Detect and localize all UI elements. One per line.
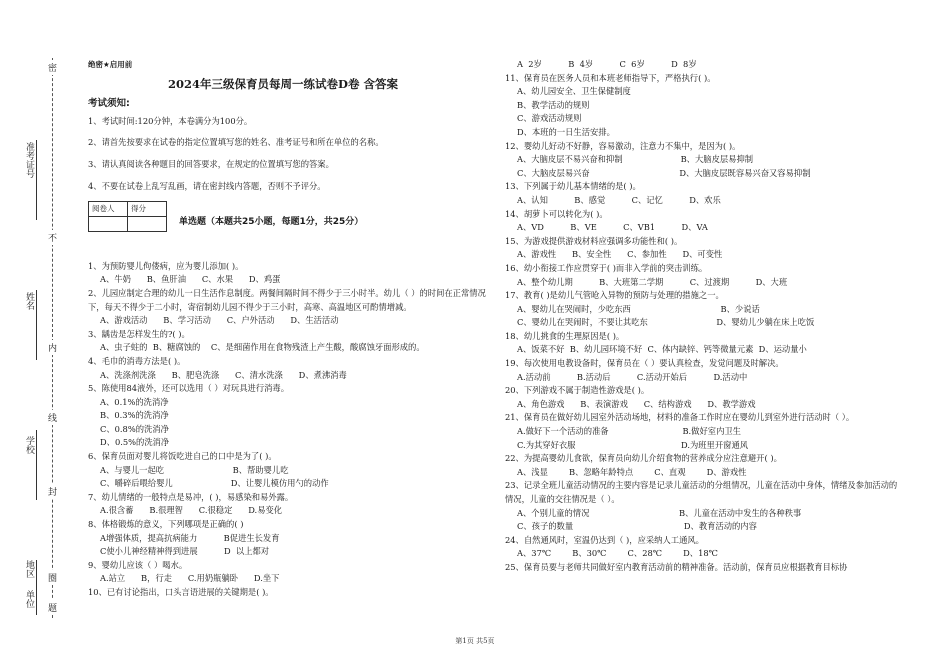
answer-options: C、大脑皮层易兴奋 D、大脑皮层既容易兴奋又容易抑制 bbox=[517, 167, 811, 178]
field-line bbox=[36, 290, 37, 360]
field-label-region: 地区 bbox=[24, 560, 34, 578]
question-text: 9、婴幼儿应该（ ）喝水。 bbox=[88, 559, 188, 570]
binding-margin bbox=[0, 0, 80, 671]
field-label-name: 姓名 bbox=[24, 292, 34, 310]
answer-options: A、整个幼儿期 B、大班第二学期 C、过渡期 D、大班 bbox=[517, 276, 788, 287]
answer-options: C使小儿神经精神得到进展 D 以上都对 bbox=[100, 546, 270, 557]
answer-options: B、0.3%的洗消净 bbox=[100, 410, 169, 421]
answer-options: A、认知 B、感觉 C、记忆 D、欢乐 bbox=[517, 194, 721, 205]
answer-options: A、洗涤剂洗涤 B、肥皂洗涤 C、清水洗涤 D、煮沸消毒 bbox=[100, 369, 347, 380]
answer-options: A、与婴儿一起吃 B、帮助婴儿吃 bbox=[100, 464, 289, 475]
answer-options: A、虫子蛀的 B、糖腐蚀的 C、是细菌作用在食物残渣上产生酸，酸腐蚀牙面形成的。 bbox=[100, 342, 425, 353]
answer-options: A.很含蓄 B.很理智 C.很稳定 D.易变化 bbox=[100, 505, 283, 516]
right-column bbox=[505, 58, 905, 575]
seal-char: 封 bbox=[48, 484, 57, 499]
page-footer: 第1页 共5页 bbox=[455, 637, 495, 645]
answer-options: C、孩子的数量 D、教育活动的内容 bbox=[517, 521, 757, 532]
question-item bbox=[505, 140, 905, 181]
field-label-exam-number: 准考证号 bbox=[24, 142, 34, 178]
question-item bbox=[505, 561, 905, 575]
question-item bbox=[505, 479, 905, 533]
reviewer-label: 阅卷人 bbox=[89, 202, 128, 217]
question-text: 4、毛巾的消毒方法是( )。 bbox=[88, 355, 186, 366]
seal-char: 题 bbox=[48, 600, 57, 615]
answer-options: C、游戏活动规则 bbox=[517, 113, 582, 124]
question-text: 3、龋齿是怎样发生的?( )。 bbox=[88, 328, 190, 339]
answer-options: A、游戏活动 B、学习活动 C、户外活动 D、生活活动 bbox=[100, 315, 339, 326]
field-label-unit: 单位 bbox=[24, 590, 34, 608]
question-item bbox=[505, 452, 905, 479]
seal-char: 密 bbox=[48, 60, 57, 75]
question-item bbox=[505, 289, 905, 330]
question-text: 20、下列游戏不属于制造性游戏是( )。 bbox=[505, 385, 650, 396]
notice-item: 1、考试时间:120分钟，本卷满分为100分。 bbox=[88, 115, 253, 126]
question-item bbox=[88, 450, 488, 491]
answer-options: A、牛奶 B、鱼肝油 C、水果 D、鸡蛋 bbox=[100, 274, 281, 285]
answer-options: A增强体质，提高抗病能力 B促进生长发育 bbox=[100, 532, 280, 543]
question-text: 18、幼儿挑食的生理原因是( )。 bbox=[505, 330, 625, 341]
question-text: 8、体格锻炼的意义，下列哪项是正确的( ) bbox=[88, 519, 244, 530]
page-title: 2024年三级保育员每周一练试卷D卷 含答案 bbox=[168, 76, 398, 91]
left-column bbox=[88, 58, 488, 600]
notice-item: 3、请认真阅读各种题目的回答要求，在规定的位置填写您的答案。 bbox=[88, 158, 334, 169]
question-text: 11、保育员在医务人员和本班老师指导下，严格执行( )。 bbox=[505, 72, 716, 83]
question-item bbox=[505, 411, 905, 452]
question-text: 2、儿园应制定合理的幼儿一日生活作息制度。两餐间隔时间不得少于三小时半。幼儿（ ）的时间在正常情况下，每天不得少于二小时，寄宿制幼儿园不得少于三小时，高寒、高温地区可酌情增减。 bbox=[88, 287, 486, 312]
seal-char: 线 bbox=[48, 410, 57, 425]
question-text: 5、陈使用84液外，还可以选用（ ）对玩具进行消毒。 bbox=[88, 383, 290, 394]
question-text: 19、每次使用电教设备时，保育员在（ ）要认真检查，发觉问题及时解决。 bbox=[505, 358, 784, 369]
answer-options: A、浅显 B、忽略年龄特点 C、直观 D、游戏性 bbox=[517, 466, 747, 477]
question-list bbox=[505, 58, 905, 575]
answer-options: C、嚼碎后喂给婴儿 D、让婴儿模仿用勺的动作 bbox=[100, 478, 329, 489]
field-label-school: 学校 bbox=[24, 436, 34, 454]
question-text: 16、幼小衔接工作应贯穿于( )而非入学前的突击训练。 bbox=[505, 262, 708, 273]
answer-options: C、婴幼儿在哭闹时，不要让其吃东 D、婴幼儿少躺在床上吃饭 bbox=[517, 317, 815, 328]
score-label: 得分 bbox=[128, 202, 167, 217]
answer-options: C、0.8%的洗消净 bbox=[100, 423, 169, 434]
question-text: 12、婴幼儿好动不好静，容易激动，注意力不集中，是因为( )。 bbox=[505, 140, 741, 151]
field-line bbox=[36, 560, 37, 615]
question-item bbox=[88, 287, 488, 328]
question-text: 17、教育( )是幼儿气管呛入异物的预防与处理的措施之一。 bbox=[505, 290, 724, 301]
question-text: 15、为游戏提供游戏材料应强调多功能性和( )。 bbox=[505, 235, 683, 246]
answer-options: C.为其穿好衣服 D.为班里开窗通风 bbox=[517, 439, 749, 450]
question-item bbox=[505, 208, 905, 235]
question-text: 14、胡萝卜可以转化为( )。 bbox=[505, 208, 608, 219]
seal-char: 不 bbox=[48, 230, 57, 245]
question-item bbox=[88, 328, 488, 355]
question-text: 6、保育员面对婴儿将饭吃进自己的口中是为了( )。 bbox=[88, 451, 277, 462]
answer-options: A.站立 B，行走 C.用奶瓶躺卧 D.坐下 bbox=[100, 573, 280, 584]
answer-options: A 2岁 B 4岁 C 6岁 D 8岁 bbox=[517, 59, 697, 69]
question-text: 10、已有讨论指出，口头言语进展的关键期是( )。 bbox=[88, 587, 274, 597]
answer-options: A、37℃ B、30℃ C、28℃ D、18℃ bbox=[517, 548, 718, 559]
score-table bbox=[88, 201, 167, 232]
question-item bbox=[88, 491, 488, 518]
reviewer-cell[interactable] bbox=[89, 216, 128, 231]
seal-char: 圈 bbox=[48, 570, 57, 585]
answer-options: A、幼儿园安全、卫生保健制度 bbox=[517, 86, 631, 97]
question-item bbox=[505, 262, 905, 289]
notice-item: 2、请首先按要求在试卷的指定位置填写您的姓名、准考证号和所在单位的名称。 bbox=[88, 137, 384, 148]
question-item bbox=[505, 235, 905, 262]
question-item bbox=[505, 534, 905, 561]
answer-options: A、大脑皮层不易兴奋和抑制 B、大脑皮层易抑制 bbox=[517, 154, 754, 165]
answer-options: A、婴幼儿在哭闹时，少吃东西 B、少说话 bbox=[517, 303, 760, 314]
question-item bbox=[505, 72, 905, 140]
question-text: 1、为预防婴儿佝偻病，应为婴儿添加( )。 bbox=[88, 260, 244, 271]
question-text: 21、保育员在做好幼儿园室外活动场地，材料的准备工作时应在婴幼儿到室外进行活动时（ ）。 bbox=[505, 412, 855, 423]
answer-options: A、0.1%的洗消净 bbox=[100, 396, 169, 407]
question-text: 7、幼儿情绪的一般特点是易冲，( )，易感染和易外露。 bbox=[88, 491, 294, 502]
question-item bbox=[88, 260, 488, 287]
question-item bbox=[505, 180, 905, 207]
question-item bbox=[88, 586, 488, 600]
answer-options: A.做好下一个活动的准备 B.做好室内卫生 bbox=[517, 426, 741, 437]
question-text: 24、自然通风时，室温仍达到（ )，应采纳人工通风。 bbox=[505, 534, 704, 545]
answer-options: B、教学活动的规则 bbox=[517, 99, 590, 110]
answer-options: D、0.5%的洗消净 bbox=[100, 437, 170, 448]
answer-options: A、角色游戏 B、表演游戏 C、结构游戏 D、教学游戏 bbox=[517, 398, 756, 409]
question-item bbox=[88, 355, 488, 382]
question-text: 25、保育员要与老师共同做好室内教育活动前的精神准备。活动前，保育员应根据教育目标协 bbox=[505, 561, 848, 572]
answer-options: A、游戏性 B、安全性 C、参加性 D、可变性 bbox=[517, 249, 723, 260]
answer-options: D、本班的一日生活安排。 bbox=[517, 126, 615, 137]
answer-options: A、饭菜不好 B、幼儿园环境不好 C、体内缺锌、钙等微量元素 D、运动量小 bbox=[517, 344, 807, 355]
question-text: 22、为提高婴幼儿食欲，保育员向幼儿介绍食物的营养成分应注意避开( )。 bbox=[505, 453, 782, 464]
question-text: 13、下列属于幼儿基本情绪的是( )。 bbox=[505, 181, 641, 192]
seal-line bbox=[52, 58, 53, 618]
question-item bbox=[505, 330, 905, 357]
score-row bbox=[88, 201, 488, 232]
field-line bbox=[36, 140, 37, 220]
answer-options: A、VD B、VE C、VB1 D、VA bbox=[517, 222, 708, 233]
notice-heading: 考试须知: bbox=[88, 98, 130, 110]
question-item bbox=[505, 384, 905, 411]
question-item bbox=[88, 518, 488, 559]
secret-label: 绝密★启用前 bbox=[88, 60, 133, 69]
field-line bbox=[36, 430, 37, 500]
answer-options: A、个别儿童的情况 B、儿童在活动中发生的各种秩事 bbox=[517, 507, 802, 518]
question-item bbox=[505, 357, 905, 384]
answer-options: A.活动前 B.活动后 C.活动开始后 D.活动中 bbox=[517, 371, 748, 382]
section-title: 单选题（本题共25小题，每题1分，共25分） bbox=[179, 216, 364, 227]
question-text: 23、记录全班儿童活动情况的主要内容是记录儿童活动的分组情况，儿童在活动中身体，情绪及参加活动的情况，儿童的交往情况是（ ）。 bbox=[505, 480, 898, 504]
question-item bbox=[88, 382, 488, 450]
seal-char: 内 bbox=[48, 340, 57, 355]
question-item bbox=[88, 559, 488, 586]
question-item bbox=[505, 58, 905, 72]
score-cell[interactable] bbox=[128, 216, 167, 231]
question-list bbox=[88, 260, 488, 600]
notice-item: 4、不要在试卷上乱写乱画，请在密封线内答题，否则不予评分。 bbox=[88, 180, 326, 191]
